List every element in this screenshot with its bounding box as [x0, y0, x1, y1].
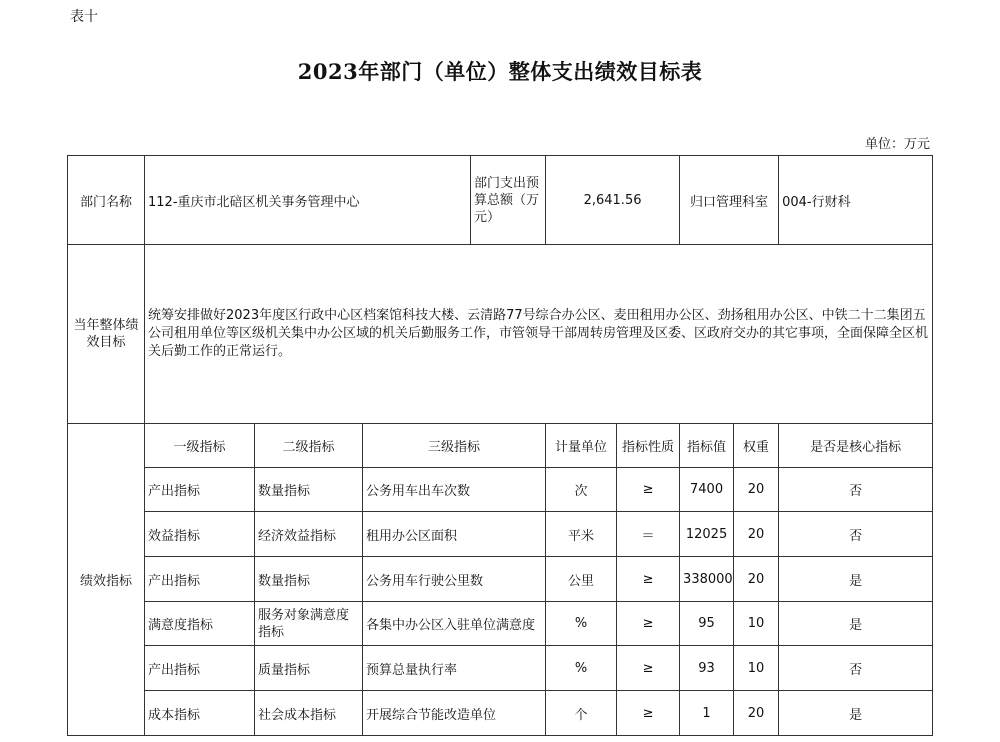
cell-value: 12025 — [680, 512, 734, 557]
header-value: 指标值 — [680, 424, 734, 468]
cell-nature: ≥ — [617, 691, 680, 736]
cell-level3: 开展综合节能改造单位 — [363, 691, 546, 736]
table-row — [68, 646, 933, 691]
cell-weight: 10 — [734, 646, 779, 691]
cell-value: 338000 — [680, 557, 734, 602]
office-value: 004-行财科 — [779, 156, 933, 245]
cell-unit: 次 — [546, 468, 617, 512]
cell-weight: 20 — [734, 691, 779, 736]
cell-value: 1 — [680, 691, 734, 736]
cell-unit: 个 — [546, 691, 617, 736]
goal-row — [68, 245, 933, 424]
cell-level2: 社会成本指标 — [255, 691, 363, 736]
header-nature: 指标性质 — [617, 424, 680, 468]
indicators-section-label: 绩效指标 — [68, 424, 145, 736]
cell-weight: 20 — [734, 557, 779, 602]
goal-text: 统筹安排做好2023年度区行政中心区档案馆科技大楼、云清路77号综合办公区、麦田租用办公区、劲扬租用办公区、中铁二十二集团五公司租用单位等区级机关集中办公区域的机关后勤服务工作，市管领导干部周转房管理及区委、区政府交办的其它事项，全面保障全区机关后勤工作的正常运行。 — [145, 245, 933, 424]
cell-nature: ≥ — [617, 468, 680, 512]
dept-name-value: 112-重庆市北碚区机关事务管理中心 — [145, 156, 471, 245]
table-row — [68, 602, 933, 646]
table-row — [68, 691, 933, 736]
cell-core: 否 — [779, 512, 933, 557]
dept-name-label: 部门名称 — [68, 156, 145, 245]
cell-level1: 满意度指标 — [145, 602, 255, 646]
cell-nature: ≥ — [617, 557, 680, 602]
goal-label: 当年整体绩效目标 — [68, 245, 145, 424]
cell-weight: 10 — [734, 602, 779, 646]
cell-core: 是 — [779, 602, 933, 646]
cell-level3: 预算总量执行率 — [363, 646, 546, 691]
cell-weight: 20 — [734, 468, 779, 512]
header-level2: 二级指标 — [255, 424, 363, 468]
cell-level3: 公务用车出车次数 — [363, 468, 546, 512]
cell-core: 否 — [779, 646, 933, 691]
unit-label: 单位：万元 — [864, 137, 930, 152]
page-title: 2023年部门（单位）整体支出绩效目标表 — [297, 59, 703, 84]
header-weight: 权重 — [734, 424, 779, 468]
cell-level2: 经济效益指标 — [255, 512, 363, 557]
cell-core: 是 — [779, 557, 933, 602]
cell-level1: 成本指标 — [145, 691, 255, 736]
cell-level2: 数量指标 — [255, 557, 363, 602]
cell-level3: 公务用车行驶公里数 — [363, 557, 546, 602]
cell-value: 95 — [680, 602, 734, 646]
cell-value: 7400 — [680, 468, 734, 512]
cell-unit: 公里 — [546, 557, 617, 602]
dept-info-row — [68, 156, 933, 245]
cell-unit: % — [546, 646, 617, 691]
table-row — [68, 512, 933, 557]
cell-level1: 产出指标 — [145, 557, 255, 602]
cell-level1: 产出指标 — [145, 468, 255, 512]
cell-level1: 效益指标 — [145, 512, 255, 557]
budget-label: 部门支出预算总额（万元） — [471, 156, 546, 245]
header-unit: 计量单位 — [546, 424, 617, 468]
cell-level3: 租用办公区面积 — [363, 512, 546, 557]
indicator-header-row — [68, 424, 933, 468]
table-row — [68, 468, 933, 512]
budget-value: 2,641.56 — [546, 156, 680, 245]
cell-unit: 平米 — [546, 512, 617, 557]
cell-core: 否 — [779, 468, 933, 512]
cell-nature: ＝ — [617, 512, 680, 557]
header-level3: 三级指标 — [363, 424, 546, 468]
header-core: 是否是核心指标 — [779, 424, 933, 468]
cell-weight: 20 — [734, 512, 779, 557]
office-label: 归口管理科室 — [680, 156, 779, 245]
cell-core: 是 — [779, 691, 933, 736]
cell-level2: 质量指标 — [255, 646, 363, 691]
cell-level2: 服务对象满意度指标 — [255, 602, 363, 646]
performance-table — [67, 155, 933, 736]
cell-nature: ≥ — [617, 602, 680, 646]
cell-level3: 各集中办公区入驻单位满意度 — [363, 602, 546, 646]
header-level1: 一级指标 — [145, 424, 255, 468]
table-row — [68, 557, 933, 602]
cell-unit: % — [546, 602, 617, 646]
cell-level2: 数量指标 — [255, 468, 363, 512]
table-label: 表十 — [70, 9, 98, 25]
cell-nature: ≥ — [617, 646, 680, 691]
cell-value: 93 — [680, 646, 734, 691]
cell-level1: 产出指标 — [145, 646, 255, 691]
